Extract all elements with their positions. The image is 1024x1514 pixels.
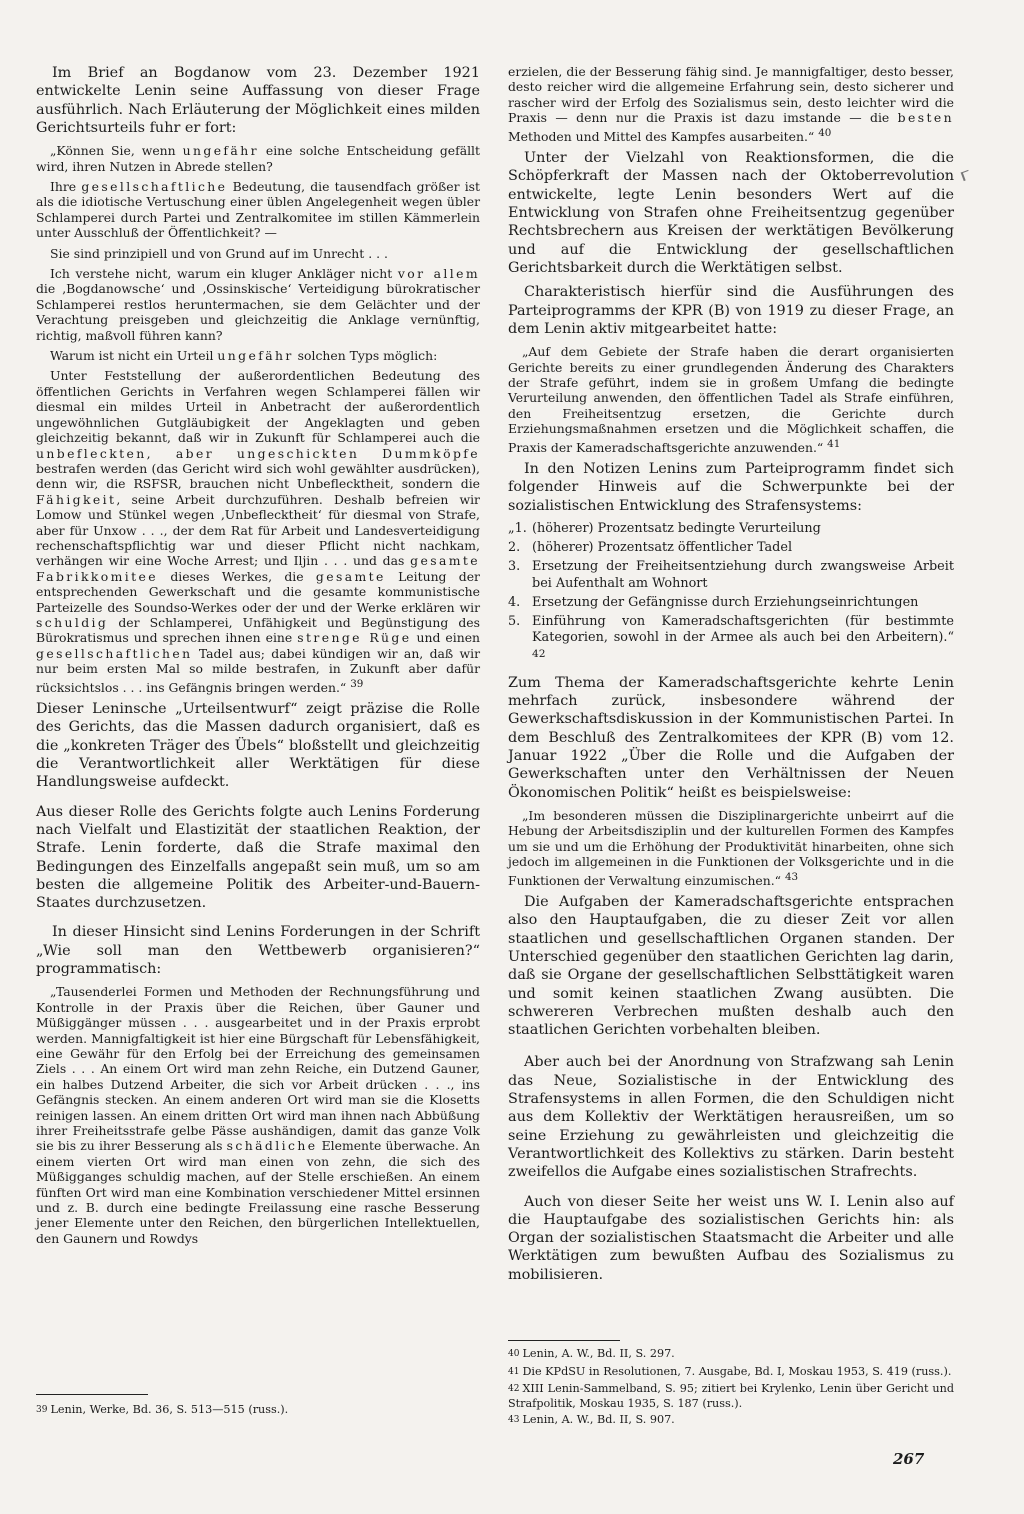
footnotes-left (36, 1400, 480, 1418)
scan-speck (961, 170, 972, 181)
paragraph: Aus dieser Rolle des Gerichts folgte auch Lenins Forderung nach Vielfalt und Elastizität der staatlichen Reaktion, der Strafe. Lenin forderte, daß die Strafe maximal den Bedingungen des Einzelfalls angepaßt sein muß, um so am besten die allgemeine Politik des Arbeiter-und-Bauern-Staates durchzusetzen. (36, 803, 480, 912)
quote: „Können Sie, wenn ungefähr eine solche Entscheidung gefällt wird, ihren Nutzen in Abrede stellen? (36, 143, 480, 174)
quote: „Tausenderlei Formen und Methoden der Rechnungsführung und Kontrolle in der Praxis über die Reichen, über Gauner und Müßiggänger müssen . . . ausgearbeitet und in der Praxis erprobt werden. Mannigfaltigkeit ist hier eine Bürgschaft für Lebensfähigkeit, eine Gewähr für den Erfolg bei der Erreichung des gemeinsamen Ziels . . . An einem Ort wird man zehn Reiche, ein Dutzend Gauner, ein halbes Dutzend Arbeiter, die sich vor Arbeit drücken . . ., ins Gefängnis stecken. An einem anderen Ort wird man sie die Klosetts reinigen lassen. An einem dritten Ort wird man ihnen nach Abbüßung ihrer Freiheitsstrafe gelbe Pässe aushändigen, damit das ganze Volk sie bis zu ihrer Besserung als schädliche Elemente überwache. An einem vierten Ort wird man einen von zehn, die sich des Müßigganges schuldig machen, auf der Stelle erschießen. An einem fünften Ort wird man eine Kombination verschiedener Mittel ersinnen und z. B. durch eine bedingte Freilassung eine rasche Besserung jener Elemente unter den Reichen, den bürgerlichen Intellektuellen, den Gaunern und Rowdys (36, 984, 481, 1246)
footnote-ref[interactable]: 41 (827, 437, 841, 450)
footnote: 41 Die KPdSU in Resolutionen, 7. Ausgabe, Bd. I, Moskau 1953, S. 419 (russ.). (508, 1364, 952, 1378)
footnotes-right (508, 1344, 954, 1428)
footnote-ref[interactable]: 39 (350, 677, 364, 690)
quote: Sie sind prinzipiell und von Grund auf im Unrecht . . . (50, 245, 388, 261)
left-column (36, 64, 480, 1251)
quote: „Auf dem Gebiete der Strafe haben die derart organisierten Gerichte bereits zu einer grundlegenden Änderung des Charakters der Strafe geführt, indem sie in großem Umfang die bedingte Verurteilung anwenden, den öffentlichen Tadel als Strafe einführen, den Freiheitsentzug ersetzen, die Gerichte durch Erziehungsmaßnahmen ersetzen und die Möglichkeit schaffen, die Praxis der Kameradschaftsgerichte anzuwenden.“ $^{41}$ (508, 344, 954, 455)
paragraph: Die Aufgaben der Kameradschaftsgerichte entsprachen also den Hauptaufgaben, die zu dieser Zeit vor allen staatlichen und gesellschaftlichen Organen standen. Der Unterschied gegenüber den staatlichen Gerichten lag darin, daß sie Organe der gesellschaftlichen Selbsttätigkeit waren und somit keinen staatlichen Zwang ausübten. Die schwereren Verbrechen mußten deshalb auch den staatlichen Gerichten vorbehalten bleiben. (508, 894, 954, 1039)
quote: Ihre gesellschaftliche Bedeutung, die tausendfach größer ist als die idiotische Vertuschung einer üblen Angelegenheit wegen übler Schlamperei durch Partei und Zentralkomitee im stillen Kämmerlein unter Ausschluß der Öffentlichkeit? — (36, 179, 480, 241)
quote: Ich verstehe nicht, warum ein kluger Ankläger nicht vor allem die ‚Bogdanowsche‘ und ‚Ossinskische‘ Verteidigung bürokratischer Schlamperei restlos heruntermachen, sie dem Gelächter und der Verachtung preisgeben und gleichzeitig die Anklage vernünftig, richtig, maßvoll führen kann? (36, 266, 480, 343)
quote: Warum ist nicht ein Urteil ungefähr solchen Typs möglich: (50, 348, 438, 364)
footnote-ref[interactable]: 43 (784, 870, 799, 883)
paragraph: Aber auch bei der Anordnung von Strafzwang sah Lenin das Neue, Sozialistische in der Entwicklung des Strafensystems in allen Formen, die den Schuldigen nicht aus dem Kollektiv der Werktätigen herausreißen, um so seine Erziehung zu gewährleisten und gleichzeitig die Verantwortlichkeit des Kollektivs zu stärken. Darin besteht zweifellos die Aufgabe eines sozialistischen Strafrechts. (508, 1054, 954, 1181)
numbered-list (508, 521, 954, 668)
footnote: 42 XIII Lenin-Sammelband, S. 95; zitiert bei Krylenko, Lenin über Gericht und Strafpolitik, Moskau 1935, S. 187 (russ.). (508, 1382, 954, 1410)
footnote-divider (508, 1340, 620, 1341)
paragraph: In dieser Hinsicht sind Lenins Forderungen in der Schrift „Wie soll man den Wettbewerb organisieren?“ programmatisch: (36, 924, 480, 977)
list-item: 3. Ersetzung der Freiheitsentziehung durch zwangsweise Arbeit bei Aufenthalt am Wohnort (508, 559, 954, 591)
paragraph: Zum Thema der Kameradschaftsgerichte kehrte Lenin mehrfach zurück, insbesondere während der Gewerkschaftsdiskussion in der Kommunistischen Partei. In dem Beschluß des Zentralkomitees der KPR (B) vom 12. Januar 1922 „Über die Rolle und die Aufgaben der Gewerkschaften unter den Verhältnissen der Neuen Ökonomischen Politik“ heißt es beispielsweise: (508, 674, 954, 801)
footnote-divider (36, 1394, 148, 1395)
quote: „Im besonderen müssen die Disziplinargerichte unbeirrt auf die Hebung der Arbeitsdisziplin und der kulturellen Formen des Kampfes um sie und um die Erhöhung der Produktivität hinarbeiten, ohne sich jedoch im allgemeinen in die Funktionen der Volksgerichte und in die Funktionen der Verwaltung einzumischen.“ $^{43}$ (508, 807, 954, 888)
quote: erzielen, die der Besserung fähig sind. Je mannigfaltiger, desto besser, desto reicher wird die allgemeine Erfahrung sein, desto sicherer und rascher wird der Erfolg des Sozialismus sein, desto leichter wird die Praxis — denn nur die Praxis ist dazu imstande — die besten Methoden und Mittel des Kampfes ausarbeiten.“ $^{40}$ (508, 64, 954, 144)
footnote-ref[interactable]: 40 (818, 126, 832, 139)
list-item: 5. Einführung von Kameradschaftsgerichten (für bestimmte Kategorien, sowohl in der Armee als auch bei den Arbeitern).“ $^{42}$ (508, 614, 954, 661)
quote: Unter Feststellung der außerordentlichen Bedeutung des öffentlichen Gerichts in Verfahren wegen Schlamperei fällen wir diesmal ein mildes Urteil in Anbetracht der außerordentlich ungewöhnlichen Gutgläubigkeit der Angeklagten und geben gleichzeitig bekannt, daß wir in Zukunft für Schlamperei auch die unbefleckten, aber ungeschickten Dummköpfe bestrafen werden (das Gericht wird sich wohl gewählter ausdrücken), denn wir, die RSFSR, brauchen nicht Unbeflecktheit, sondern die Fähigkeit, seine Arbeit durchzuführen. Deshalb befreien wir Lomow und Stünkel wegen ‚Unbeflecktheit‘ für diesmal von Strafe, aber für Unxow . . ., der dem Rat für Arbeit und Landesverteidigung rechenschaftspflichtig war und dieser Pflicht nicht nachkam, verhängen wir eine Woche Arrest; und Iljin . . . und das gesamte Fabrikkomitee dieses Werkes, die gesamte Leitung der entsprechenden Gewerkschaft und die gesamte kommunistische Parteizelle des Soundso-Werkes oder der und der Werke erklären wir schuldig der Schlamperei, Unfähigkeit und Begünstigung des Bürokratismus und sprechen ihnen eine strenge Rüge und einen gesellschaftlichen Tadel aus; dabei kündigen wir an, daß wir nur beim ersten Mal so milde bestrafen, in Zukunft aber dafür rücksichtslos . . . ins Gefängnis bringen werden.“ $^{39}$ (36, 368, 481, 695)
paragraph: Charakteristisch hierfür sind die Ausführungen des Parteiprogramms der KPR (B) von 1919 zu dieser Frage, an dem Lenin aktiv mitgearbeitet hatte: (508, 284, 954, 337)
list-item: „1. (höherer) Prozentsatz bedingte Verurteilung (508, 520, 821, 536)
paragraph: Unter der Vielzahl von Reaktionsformen, die die Schöpferkraft der Massen nach der Oktoberrevolution entwickelte, legte Lenin besonders Wert auf die Entwicklung von Strafen ohne Freiheitsentzug gegenüber Rechtsbrechern aus Kreisen der werktätigen Bevölkerung und auf die Entwicklung der gesellschaftlichen Gerichtsbarkeit durch die Werktätigen selbst. (508, 150, 954, 276)
right-column (508, 64, 954, 1290)
footnote: 40 Lenin, A. W., Bd. II, S. 297. (508, 1347, 675, 1360)
footnote: 39 Lenin, Werke, Bd. 36, S. 513—515 (russ.). (36, 1403, 289, 1416)
paragraph: Dieser Leninsche „Urteilsentwurf“ zeigt präzise die Rolle des Gerichts, das die Massen dadurch organisiert, daß es die „konkreten Träger des Übels“ bloßstellt und gleichzeitig die Verantwortlichkeit aller Werktätigen für diese Handlungsweise aufdeckt. (36, 701, 480, 791)
paragraph: Im Brief an Bogdanow vom 23. Dezember 1921 entwickelte Lenin seine Auffassung von dieser Frage ausführlich. Nach Erläuterung der Möglichkeit eines milden Gerichtsurteils fuhr er fort: (36, 65, 480, 136)
paragraph: In den Notizen Lenins zum Parteiprogramm findet sich folgender Hinweis auf die Schwerpunkte bei der sozialistischen Entwicklung des Strafensystems: (508, 461, 954, 514)
page-number: 267 (893, 1450, 925, 1468)
list-item: 4. Ersetzung der Gefängnisse durch Erziehungseinrichtungen (508, 594, 919, 610)
list-item: 2. (höherer) Prozentsatz öffentlicher Tadel (508, 540, 793, 556)
footnote: 43 Lenin, A. W., Bd. II, S. 907. (508, 1413, 675, 1427)
footnote-ref[interactable]: 42 (532, 647, 546, 661)
paragraph: Auch von dieser Seite her weist uns W. I. Lenin also auf die Hauptaufgabe des sozialistischen Gerichts hin: als Organ der sozialistischen Staatsmacht die Arbeiter und alle Werktätigen zum bewußten Aufbau des Sozialismus zu mobilisieren. (508, 1193, 954, 1283)
